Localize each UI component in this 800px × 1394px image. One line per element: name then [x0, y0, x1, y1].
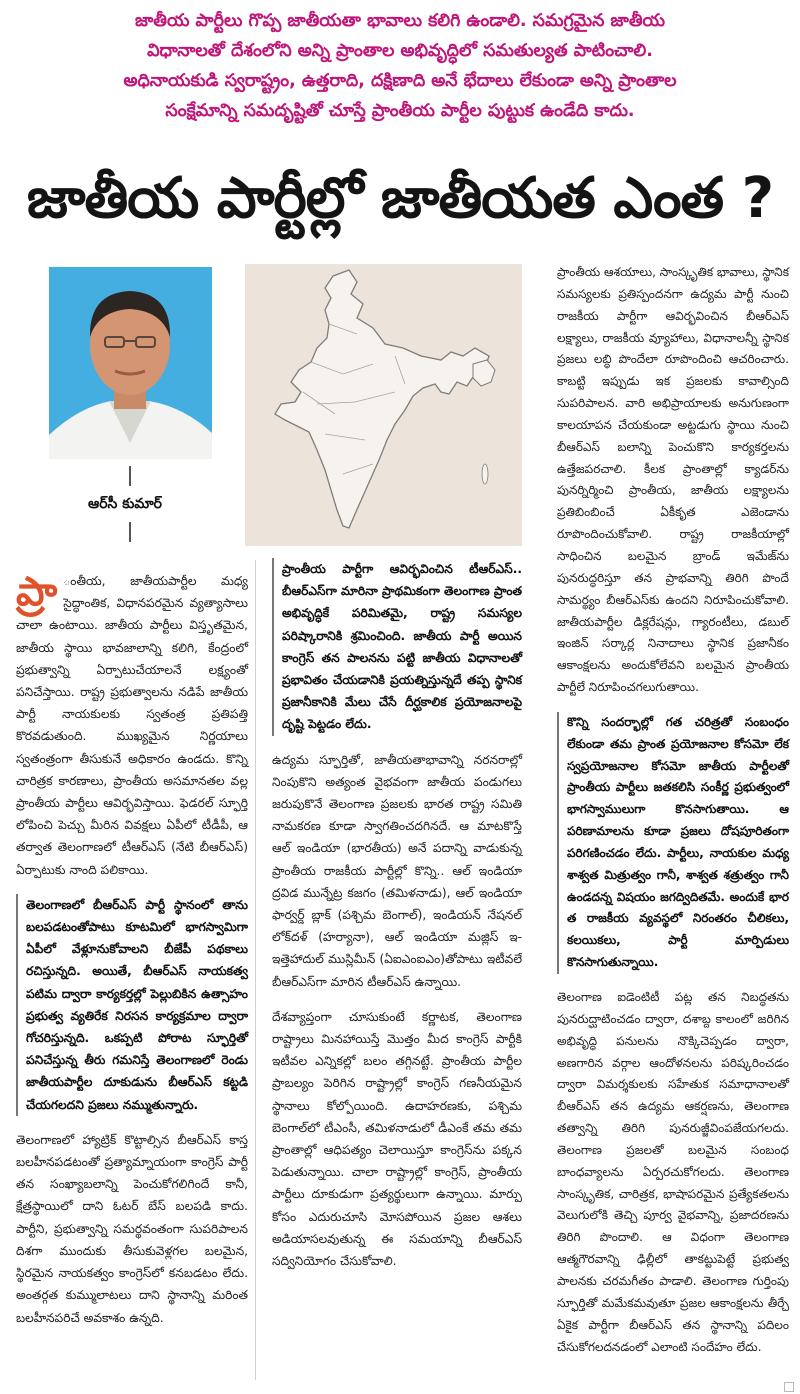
author-photo	[49, 267, 212, 459]
intro-line: విధానాలతో దేశంలోని అన్ని ప్రాంతాల అభివృద్ధిలో సమతుల్యత పాటించాలి.	[147, 41, 653, 61]
byline-rule	[129, 522, 131, 542]
paragraph-text: ంతీయ, జాతీయపార్టీల మధ్య సైద్ధాంతిక, విధానపరమైన వ్యత్యాసాలు చాలా ఉంటాయి. జాతీయ పార్టీలు విస్తృతమైన, జాతీయ స్థాయి భావజాలాన్ని కలిగి, కేంద్రంలో ప్రభుత్వాన్ని ఏర్పాటుచేయాలనే లక్ష్యంతో పనిచేస్తాయి. రాష్ట్ర ప్రభుత్వాలను నడిపే జాతీయ పార్టీ నాయకులకు స్వతంత్ర ప్రతిపత్తి కొరవడుతుంది. ముఖ్యమైన నిర్ణయాలు స్వతంత్రంగా తీసుకునే అధికారం ఉండదు. కొన్ని చారిత్రక కారణాలు, ప్రాంతీయ అసమానతల వల్ల ప్రాంతీయ పార్టీలు ఆవిర్భవిస్తాయి. ఫెడరల్ స్ఫూర్తి లోపించి పెచ్చు మీరిన వివక్షలు ఏపీలో టీడీపీ, ఆ తర్వాత తెలంగాణలో టీఆర్ఎస్ (నేటి బీఆర్ఎస్) ఏర్పాటుకు నాంది పలికాయి.	[16, 574, 248, 877]
column-1	[16, 570, 248, 1329]
highlight-paragraph: తెలంగాణలో బీఆర్ఎస్ పార్టీ స్థానంలో తాను బలపడటంతోపాటు కూటమిలో భాగస్వామిగా ఏపీలో వేళ్లూనుకోవాలని బీజేపీ పథకాలు రచిస్తున్నది. అయితే, బీఆర్ఎస్ నాయకత్వ పటిమ ద్వారా కార్యకర్తల్లో పెల్లుబికిన ఉత్సాహం ప్రభుత్వ వ్యతిరేక నిరసన కార్యక్రమాల ద్వారా గోచరిస్తున్నది. ఒకప్పటి పోరాట స్ఫూర్తితో పనిచేస్తున్న తీరు గమనిస్తే తెలంగాణలో రెండు జాతీయపార్టీల దూకుడును బీఆర్ఎస్ కట్టడి చేయగలదని ప్రజలు నమ్ముతున్నారు.	[16, 894, 248, 1116]
column-3	[557, 262, 789, 1358]
headline: జాతీయ పార్టీల్లో జాతీయత ఎంత ?	[26, 166, 774, 231]
india-map-image	[245, 264, 522, 546]
india-map-icon	[245, 264, 522, 546]
column-divider	[255, 560, 256, 1380]
intro-line: సంక్షేమాన్ని సమదృష్టితో చూస్తే ప్రాంతీయ పార్టీల పుట్టుక ఉండేది కాదు.	[165, 101, 635, 121]
paragraph	[16, 570, 248, 881]
paragraph: దేశవ్యాప్తంగా చూసుకుంటే కర్ణాటక, తెలంగాణ రాష్ట్రాలు మినహాయిస్తే మొత్తం మీద కాంగ్రెస్ పార్టీకి ఇటీవల ఎన్నికల్లో బలం తగ్గినట్టే. ప్రాంతీయ పార్టీల ప్రాబల్యం పెరిగిన రాష్ట్రాల్లో కాంగ్రెస్ గణనీయమైన స్థానాలు కోల్పోయింది. ఉదాహరణకు, పశ్చిమ బెంగాల్‌లో టీఎంసీ, తమిళనాడులో డీఎంకే తమ తమ ప్రాంతాల్లో ఆధిపత్యం చెలాయిస్తూ కాంగ్రెస్‌ను పక్కన పెడుతున్నాయి. చాలా రాష్ట్రాల్లో కాంగ్రెస్, ప్రాంతీయ పార్టీలు దూకుడుగా ప్రత్యర్థులుగా ఉన్నాయి. మార్పు కోసం ఎదురుచూసి మోసపోయిన ప్రజల ఆశలు అడియాసలవుతున్న ఈ సమయాన్ని బీఆర్ఎస్ సద్వినియోగం చేసుకోవాలి.	[272, 1009, 522, 1269]
highlight-paragraph: ప్రాంతీయ పార్టీగా ఆవిర్భవించిన టీఆర్ఎస్.. బీఆర్ఎస్‌గా మారినా ప్రాథమికంగా తెలంగాణ ప్రాంత అభివృద్ధికే పరిమితమై, రాష్ట్ర సమస్యల పరిష్కారానికి శ్రమించింది. జాతీయ పార్టీ అయిన కాంగ్రెస్ తన పాలనను పట్టి జాతీయ విధానాలతో ప్రభావితం చేయడానికి ప్రయత్నిస్తున్నదే తప్ప స్థానిక ప్రజానీకానికి మేలు చేసే దీర్ఘకాలిక ప్రయోజనాలపై దృష్టి పెట్టడం లేదు.	[272, 558, 522, 736]
author-portrait-image	[49, 267, 212, 459]
paragraph: ఉద్యమ స్ఫూర్తితో, జాతీయతాభావాన్ని నరనరాల్లో నింపుకొని అత్యంత వైభవంగా జాతీయ పండుగలు జరుపుకొనే తెలంగాణ ప్రజలకు భారత రాష్ట్ర సమితి నామకరణ కూడా స్వాగతించదగినదే. ఆ మాటకొస్తే ఆల్ ఇండియా (భారతీయ) అనే పదాన్ని వాడుకున్న ప్రాంతీయ రాజకీయ పార్టీల్లో కొన్ని.. ఆల్ ఇండియా ద్రవిడ మున్నేట్ర కజగం (తమిళనాడు), ఆల్ ఇండియా ఫార్వర్డ్ బ్లాక్ (పశ్చిమ బెంగాల్), ఇండియన్ నేషనల్ లోక్‌దళ్ (హర్యానా), ఆల్ ఇండియా మజ్లిస్ ఇ- ఇత్తెహాదుల్ ముస్లిమీన్ (ఏఐఎంఐఎం)తోపాటు ఇటీవలే బీఆర్ఎస్‌గా మారిన టీఆర్ఎస్ ఉన్నాయి.	[272, 752, 522, 989]
intro-standfirst	[22, 6, 778, 126]
author-byline: ఆర్‌సీ కుమార్	[88, 496, 162, 512]
byline-rule	[129, 466, 131, 486]
column-2	[272, 558, 522, 1272]
paragraph: ప్రాంతీయ ఆశయాలు, సాంస్కృతిక భావాలు, స్థానిక సమస్యలకు ప్రతిస్పందనగా ఉద్యమ పార్టీ నుంచి రాజకీయ పార్టీగా ఆవిర్భవించిన బీఆర్ఎస్ లక్ష్యాలు, రాజకీయ వ్యూహాలు, విధానాలన్నీ స్థానిక ప్రజలు లబ్ధి పొందేలా రూపొందించి ఆచరించారు. కాబట్టి ఇప్పుడు ఇక ప్రజలకు కావాల్సింది సుపరిపాలన. వారి అభిప్రాయాలకు అనుగుణంగా కాలయాపన చేయకుండా అట్టడుగు స్థాయి నుంచి బీఆర్ఎస్ బలాన్ని పెంచుకొని కార్యకర్తలను ఉత్తేజపరచాలి. కీలక ప్రాంతాల్లో క్యాడర్‌ను పునర్నిర్మించి ప్రాంతీయ, జాతీయ లక్ష్యాలను ప్రతిబింబించే ఏకీకృత ఎజెండాను రూపొందించుకోవాలి. రాష్ట్ర రాజకీయాల్లో సాధించిన బలమైన బ్రాండ్ ఇమేజ్‌ను పునరుద్ధరిస్తూ తన ప్రాభవాన్ని తిరిగి పొందే సామర్థ్యం బీఆర్ఎస్‌కు ఉందని నిరూపించుకోవాలి. జాతీయపార్టీల డిక్లరేషన్లు, గ్యారంటీలు, డబుల్ ఇంజిన్ సర్కార్ల నినాదాలు స్థానిక ప్రజానీకం ఆకాంక్షలను అందుకోలేవని బలమైన ప్రాంతీయ పార్టీలే నిరూపించగలుగుతాయి.	[557, 265, 789, 695]
intro-line: అధినాయకుడి స్వరాష్ట్రం, ఉత్తరాది, దక్షిణాది అనే భేదాలు లేకుండా అన్ని ప్రాంతాల	[123, 71, 677, 91]
highlight-paragraph: కొన్ని సందర్భాల్లో గత చరిత్రతో సంబంధం లేకుండా తమ ప్రాంత ప్రయోజనాల కోసమో లేక స్వప్రయోజనాల కోసమో జాతీయ పార్టీలతో ప్రాంతీయ పార్టీలు జతకలిసి సంకీర్ణ ప్రభుత్వంలో భాగస్వాములుగా కొనసాగుతాయి. ఆ పరిణామాలను కూడా ప్రజలు దోషపూరితంగా పరిగణించడం లేదు. పార్టీలు, నాయకుల మధ్య శాశ్వత మిత్రుత్వం గానీ, శాశ్వత శత్రుత్వం గానీ ఉండదన్న విషయం జగద్విదితమే. అందుకే భార త రాజకీయ వ్యవస్థలో నిరంతరం చీలికలు, కలయికలు, పార్టీ మార్పిడులు కొనసాగుతున్నాయి.	[557, 712, 789, 974]
intro-line: జాతీయ పార్టీలు గొప్ప జాతీయతా భావాలు కలిగి ఉండాలి. సమగ్రమైన జాతీయ	[134, 11, 666, 31]
paragraph: తెలంగాణలో హ్యాట్రిక్ కొట్టాల్సిన బీఆర్ఎస్ కాస్త బలహీనపడటంతో ప్రత్యామ్నాయంగా కాంగ్రెస్ పార్టీ తన సంఖ్యాబలాన్ని పెంచుకోగలిగిందే కానీ, క్షేత్రస్థాయిలో దాని ఓటర్ బేస్ బలపడి కాదు. పార్టీని, ప్రభుత్వాన్ని సమర్థవంతంగా సుపరిపాలన దిశగా ముందుకు తీసుకువెళ్లగల బలమైన, స్థిరమైన నాయకత్వం కాంగ్రెస్‌లో కనబడటం లేదు. అంతర్గత కుమ్ములాటలు దాని స్థానాన్ని మరింత బలహీనపరిచే అవకాశం ఉన్నది.	[16, 1132, 248, 1325]
corner-mark	[784, 1382, 794, 1392]
drop-cap: ప్రా	[16, 569, 58, 615]
paragraph: తెలంగాణ ఐడెంటిటీ పట్ల తన నిబద్ధతను పునరుద్ఘాటించడం ద్వారా, దశాబ్ద కాలంలో జరిగిన అభివృద్ధి పనులను నొక్కిచెప్పడం ద్వారా, అణగారిన వర్గాల ఆందోళనలను పరిష్కరించడం ద్వారా విమర్శకులకు సహేతుక సమాధానాలతో బీఆర్ఎస్ తన ఉద్యమ ఆకర్షణను, తెలంగాణ తత్వాన్ని తిరిగి పునరుజ్జీవింపజేయగలదు. తెలంగాణ ప్రజలతో బలమైన సంబంధ బాంధవ్యాలను ఏర్పరచుకోగలదు. తెలంగాణ సాంస్కృతిక, చారిత్రక, భాషాపరమైన ప్రత్యేకతలను వెలుగులోకి తెచ్చి పూర్వ వైభవాన్ని, ప్రజాదరణను తిరిగి పొందాలి. ఆ విధంగా తెలంగాణ ఆత్మగౌరవాన్ని ఢిల్లీలో తాకట్టుపెట్టే ప్రభుత్వ పాలనకు చరమగీతం పాడాలి. తెలంగాణ గుర్తింపు స్ఫూర్తితో మమేకమవుతూ ప్రజల ఆకాంక్షలను తీర్చే ఏకైక పార్టీగా బీఆర్ఎస్ తన స్థానాన్ని పదిలం చేసుకోగలదనడంలో ఎలాంటి సందేహం లేదు.	[557, 990, 789, 1354]
